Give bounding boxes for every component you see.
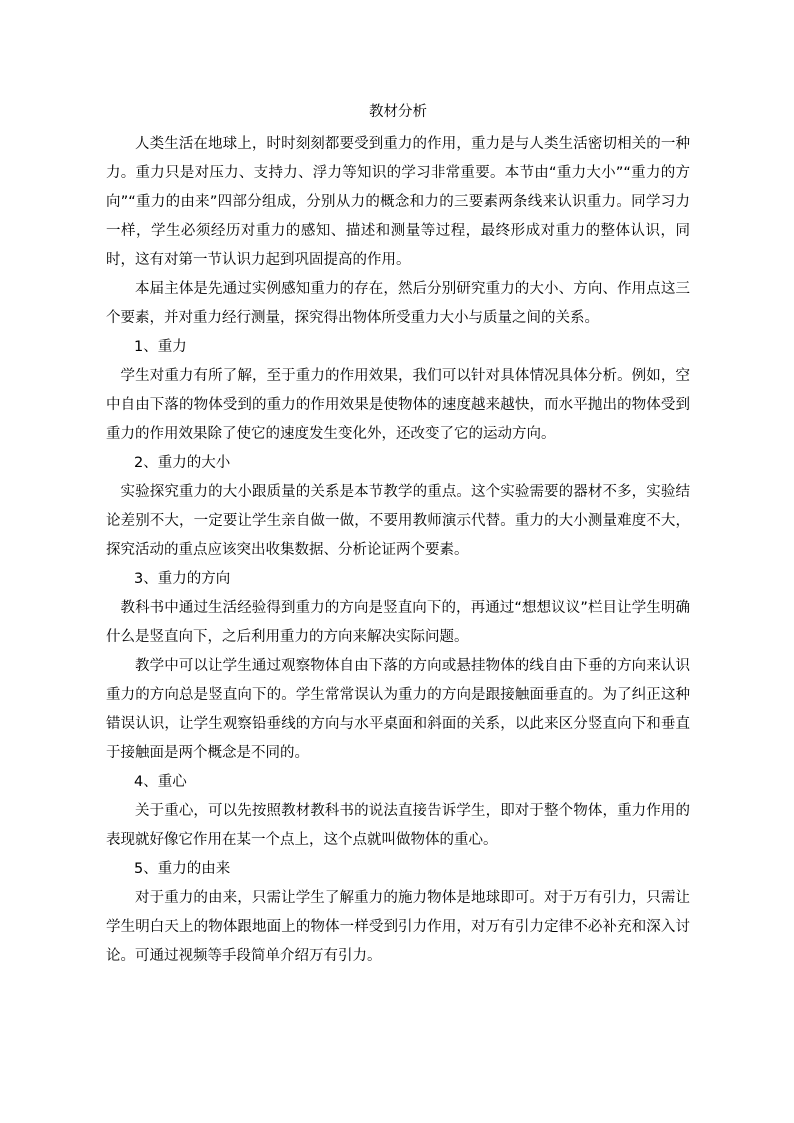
section-heading-center-of-gravity: 4、重心 <box>134 774 187 790</box>
magnitude-paragraph: 实验探究重力的大小跟质量的关系是本节教学的重点。这个实验需要的器材不多，实验结论差别不大，一定要让学生亲自做一做，不要用教师演示代替。重力的大小测量难度不大，探究活动的重点应该突出收集数据、分析论证两个要素。 <box>106 484 690 558</box>
document-page <box>106 98 690 971</box>
section-heading-origin: 5、重力的由来 <box>134 861 231 877</box>
section-heading-magnitude: 2、重力的大小 <box>134 455 231 471</box>
overview-paragraph: 本届主体是先通过实例感知重力的存在，然后分别研究重力的大小、方向、作用点这三个要素，并对重力经行测量，探究得出物体所受重力大小与质量之间的关系。 <box>106 281 690 326</box>
origin-paragraph: 对于重力的由来，只需让学生了解重力的施力物体是地球即可。对于万有引力，只需让学生明白天上的物体跟地面上的物体一样受到引力作用，对万有引力定律不必补充和深入讨论。可通过视频等手段简单介绍万有引力。 <box>106 890 690 964</box>
document-title: 教材分析 <box>369 104 427 120</box>
gravity-paragraph: 学生对重力有所了解，至于重力的作用效果，我们可以针对具体情况具体分析。例如，空中自由下落的物体受到的重力的作用效果是使物体的速度越来越快，而水平抛出的物体受到重力的作用效果除了使它的速度发生变化外，还改变了它的运动方向。 <box>106 368 690 442</box>
direction-paragraph-1: 教科书中通过生活经验得到重力的方向是竖直向下的，再通过“想想议议”栏目让学生明确什么是竖直向下，之后利用重力的方向来解决实际问题。 <box>106 600 690 645</box>
section-heading-direction: 3、重力的方向 <box>134 571 231 587</box>
center-of-gravity-paragraph: 关于重心，可以先按照教材教科书的说法直接告诉学生，即对于整个物体，重力作用的表现就好像它作用在某一个点上，这个点就叫做物体的重心。 <box>106 803 690 848</box>
direction-paragraph-2: 教学中可以让学生通过观察物体自由下落的方向或悬挂物体的线自由下垂的方向来认识重力的方向总是竖直向下的。学生常常误认为重力的方向是跟接触面垂直的。为了纠正这种错误认识，让学生观察铅垂线的方向与水平桌面和斜面的关系，以此来区分竖直向下和垂直于接触面是两个概念是不同的。 <box>106 658 690 761</box>
intro-paragraph: 人类生活在地球上，时时刻刻都要受到重力的作用，重力是与人类生活密切相关的一种力。重力只是对压力、支持力、浮力等知识的学习非常重要。本节由“重力大小”“重力的方向”“重力的由来”四部分组成，分别从力的概念和力的三要素两条线来认识重力。同学习力一样，学生必须经历对重力的感知、描述和测量等过程，最终形成对重力的整体认识，同时，这有对第一节认识力起到巩固提高的作用。 <box>106 136 690 268</box>
section-heading-gravity: 1、重力 <box>134 339 187 355</box>
